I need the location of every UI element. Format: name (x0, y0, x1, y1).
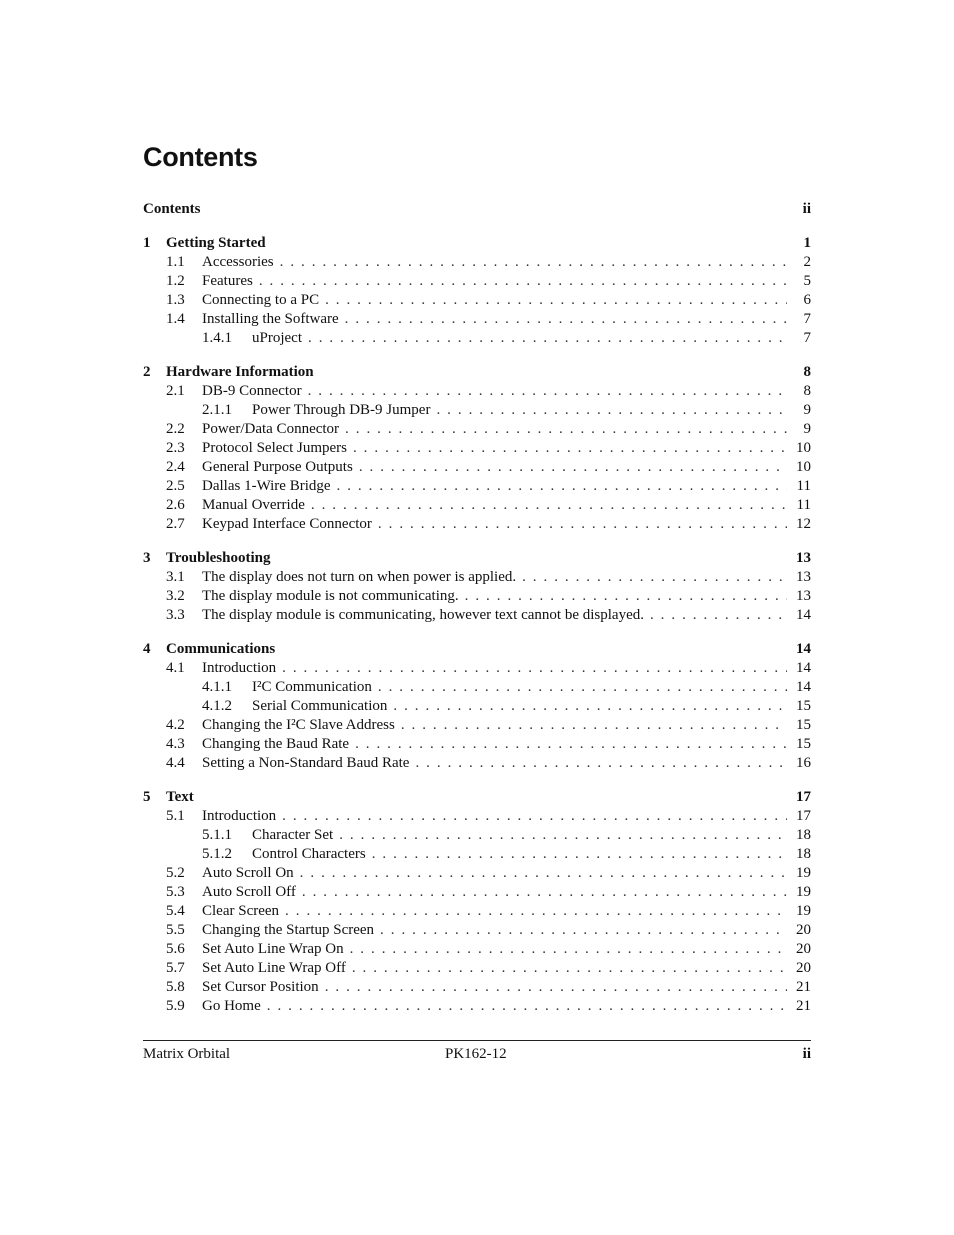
toc-section-title: Changing the Baud Rate (202, 736, 350, 752)
toc-section-page: 16 (796, 755, 811, 771)
toc-section-page: 10 (796, 440, 811, 456)
toc-chapter-entry[interactable] (143, 363, 811, 382)
toc-spacer (143, 219, 811, 234)
toc-section-entry[interactable] (143, 515, 811, 534)
toc-section-number: 5.6 (166, 941, 185, 957)
toc-section-title: Power/Data Connector (202, 421, 340, 437)
toc-chapter-entry[interactable] (143, 788, 811, 807)
toc-dot-leader (378, 515, 787, 534)
toc-dot-leader (282, 659, 787, 678)
footer-company: Matrix Orbital (143, 1046, 231, 1062)
toc-chapter-page: 14 (796, 641, 811, 657)
toc-dot-leader (325, 291, 787, 310)
toc-section-page: 21 (796, 979, 811, 995)
toc-section-number: 5.4 (166, 903, 185, 919)
toc-chapter-title: Troubleshooting (166, 550, 271, 566)
toc-dot-leader (339, 826, 787, 845)
toc-dot-leader (308, 382, 787, 401)
toc-section-page: 17 (796, 808, 811, 824)
toc-section-entry[interactable] (143, 496, 811, 515)
toc-section-title: Set Auto Line Wrap Off (202, 960, 346, 976)
toc-dot-leader (436, 401, 787, 420)
toc-section-number: 4.1.1 (202, 679, 232, 695)
toc-spacer (143, 773, 811, 788)
toc-section-title: Manual Override (202, 497, 305, 513)
toc-section-page: 21 (796, 998, 811, 1014)
toc-section-entry[interactable] (143, 678, 811, 697)
toc-section-page: 15 (796, 698, 811, 714)
toc-section-title: Auto Scroll Off (202, 884, 296, 900)
toc-section-number: 1.2 (166, 273, 185, 289)
toc-section-title: I²C Communication (252, 679, 372, 695)
toc-section-entry[interactable] (143, 716, 811, 735)
toc-section-page: 15 (796, 717, 811, 733)
toc-entry-title: Contents (143, 201, 201, 217)
toc-section-entry[interactable] (143, 845, 811, 864)
toc-entry-page: ii (802, 201, 811, 217)
toc-section-entry[interactable] (143, 754, 811, 773)
toc-section-entry[interactable] (143, 978, 811, 997)
toc-section-entry[interactable] (143, 826, 811, 845)
toc-section-entry[interactable] (143, 272, 811, 291)
toc-chapter-number: 4 (143, 641, 151, 657)
table-of-contents (143, 200, 811, 1016)
toc-dot-leader (650, 606, 787, 625)
toc-dot-leader (259, 272, 787, 291)
toc-section-entry[interactable] (143, 587, 811, 606)
toc-chapter-entry[interactable] (143, 549, 811, 568)
toc-section-number: 2.3 (166, 440, 185, 456)
toc-dot-leader (353, 439, 787, 458)
toc-dot-leader (302, 883, 787, 902)
toc-section-page: 18 (796, 827, 811, 843)
toc-dot-leader (372, 845, 787, 864)
toc-section-title: Setting a Non-Standard Baud Rate (202, 755, 410, 771)
toc-section-title: Clear Screen (202, 903, 280, 919)
toc-section-number: 5.1 (166, 808, 185, 824)
toc-section-title: Introduction (202, 660, 277, 676)
toc-section-entry[interactable] (143, 902, 811, 921)
toc-chapter-page: 13 (796, 550, 811, 566)
toc-section-title: uProject (252, 330, 302, 346)
toc-dot-leader (378, 678, 787, 697)
toc-section-entry[interactable] (143, 883, 811, 902)
toc-chapter-title: Getting Started (166, 235, 266, 251)
toc-section-title: Changing the I²C Slave Address (202, 717, 395, 733)
toc-dot-leader (280, 253, 787, 272)
toc-chapter-page: 1 (803, 235, 811, 251)
toc-section-number: 2.7 (166, 516, 185, 532)
toc-section-title: Features (202, 273, 253, 289)
page-title: Contents (143, 142, 258, 172)
toc-section-title: Protocol Select Jumpers (202, 440, 347, 456)
toc-dot-leader (355, 735, 787, 754)
toc-section-number: 2.4 (166, 459, 185, 475)
toc-section-page: 10 (796, 459, 811, 475)
toc-section-page: 6 (803, 292, 811, 308)
toc-section-number: 4.4 (166, 755, 185, 771)
toc-section-page: 19 (796, 865, 811, 881)
toc-dot-leader (522, 568, 787, 587)
toc-section-entry[interactable] (143, 458, 811, 477)
toc-section-title: Dallas 1-Wire Bridge (202, 478, 331, 494)
toc-chapter-number: 3 (143, 550, 151, 566)
toc-section-page: 19 (796, 884, 811, 900)
toc-dot-leader (282, 807, 787, 826)
toc-section-title: The display does not turn on when power is applied. (202, 569, 517, 585)
toc-section-page: 5 (803, 273, 811, 289)
toc-section-title: Set Cursor Position (202, 979, 319, 995)
toc-section-page: 14 (796, 607, 811, 623)
toc-dot-leader (345, 420, 787, 439)
toc-section-entry[interactable] (143, 864, 811, 883)
toc-section-entry[interactable] (143, 606, 811, 625)
toc-dot-leader (401, 716, 787, 735)
toc-section-page: 19 (796, 903, 811, 919)
toc-section-title: Changing the Startup Screen (202, 922, 375, 938)
toc-section-number: 5.1.2 (202, 846, 232, 862)
toc-section-page: 12 (796, 516, 811, 532)
toc-dot-leader (465, 587, 787, 606)
toc-section-number: 4.2 (166, 717, 185, 733)
toc-dot-leader (359, 458, 787, 477)
toc-contents-entry[interactable] (143, 200, 811, 219)
toc-section-entry[interactable] (143, 439, 811, 458)
toc-section-page: 8 (803, 383, 811, 399)
toc-section-title: General Purpose Outputs (202, 459, 353, 475)
toc-section-page: 11 (796, 478, 811, 494)
toc-section-page: 20 (796, 922, 811, 938)
toc-section-entry[interactable] (143, 997, 811, 1016)
toc-section-title: The display module is communicating, however text cannot be displayed. (202, 607, 644, 623)
toc-chapter-entry[interactable] (143, 640, 811, 659)
toc-spacer (143, 625, 811, 640)
toc-section-page: 7 (803, 311, 811, 327)
toc-section-title: Installing the Software (202, 311, 339, 327)
toc-section-title: Keypad Interface Connector (202, 516, 372, 532)
toc-section-number: 4.1 (166, 660, 185, 676)
toc-section-entry[interactable] (143, 401, 811, 420)
toc-section-entry[interactable] (143, 291, 811, 310)
toc-section-entry[interactable] (143, 807, 811, 826)
toc-section-number: 5.2 (166, 865, 185, 881)
toc-section-entry[interactable] (143, 310, 811, 329)
toc-dot-leader (285, 902, 787, 921)
toc-section-page: 14 (796, 660, 811, 676)
toc-section-number: 3.2 (166, 588, 185, 604)
toc-section-title: DB-9 Connector (202, 383, 302, 399)
toc-dot-leader (311, 496, 787, 515)
toc-section-page: 20 (796, 941, 811, 957)
toc-spacer (143, 348, 811, 363)
toc-section-number: 5.5 (166, 922, 185, 938)
toc-section-title: Control Characters (252, 846, 366, 862)
toc-section-number: 3.1 (166, 569, 185, 585)
toc-section-title: Introduction (202, 808, 277, 824)
toc-dot-leader (300, 864, 787, 883)
toc-section-title: The display module is not communicating. (202, 588, 459, 604)
toc-section-entry[interactable] (143, 382, 811, 401)
toc-section-page: 7 (803, 330, 811, 346)
toc-section-entry[interactable] (143, 697, 811, 716)
toc-section-entry[interactable] (143, 921, 811, 940)
toc-chapter-title: Text (166, 789, 194, 805)
toc-section-page: 13 (796, 588, 811, 604)
toc-section-number: 5.1.1 (202, 827, 232, 843)
toc-section-number: 2.6 (166, 497, 185, 513)
toc-section-title: Power Through DB-9 Jumper (252, 402, 431, 418)
toc-section-number: 1.3 (166, 292, 185, 308)
toc-section-entry[interactable] (143, 253, 811, 272)
toc-chapter-title: Communications (166, 641, 276, 657)
toc-chapter-page: 17 (796, 789, 811, 805)
toc-section-number: 1.4.1 (202, 330, 232, 346)
toc-section-page: 20 (796, 960, 811, 976)
toc-section-page: 13 (796, 569, 811, 585)
toc-dot-leader (415, 754, 787, 773)
toc-dot-leader (345, 310, 787, 329)
toc-section-entry[interactable] (143, 659, 811, 678)
toc-section-entry[interactable] (143, 735, 811, 754)
toc-dot-leader (352, 959, 787, 978)
toc-dot-leader (325, 978, 787, 997)
toc-spacer (143, 534, 811, 549)
toc-section-page: 2 (803, 254, 811, 270)
toc-section-page: 14 (796, 679, 811, 695)
toc-section-page: 15 (796, 736, 811, 752)
footer-model: PK162-12 (445, 1046, 507, 1062)
toc-section-number: 5.8 (166, 979, 185, 995)
toc-section-number: 3.3 (166, 607, 185, 623)
toc-section-title: Connecting to a PC (202, 292, 320, 308)
toc-section-entry[interactable] (143, 420, 811, 439)
toc-chapter-page: 8 (803, 364, 811, 380)
toc-section-page: 9 (803, 402, 811, 418)
toc-section-number: 1.4 (166, 311, 185, 327)
toc-section-entry[interactable] (143, 329, 811, 348)
toc-section-title: Accessories (202, 254, 274, 270)
toc-section-title: Set Auto Line Wrap On (202, 941, 344, 957)
toc-section-number: 2.1.1 (202, 402, 232, 418)
toc-section-page: 9 (803, 421, 811, 437)
toc-section-page: 18 (796, 846, 811, 862)
toc-section-entry[interactable] (143, 568, 811, 587)
toc-section-number: 4.3 (166, 736, 185, 752)
toc-chapter-number: 1 (143, 235, 151, 251)
footer-page-number: ii (802, 1046, 811, 1062)
toc-section-number: 5.9 (166, 998, 185, 1014)
toc-section-number: 5.7 (166, 960, 185, 976)
toc-section-number: 2.1 (166, 383, 185, 399)
toc-dot-leader (393, 697, 787, 716)
toc-section-number: 2.5 (166, 478, 185, 494)
toc-section-title: Auto Scroll On (202, 865, 294, 881)
toc-dot-leader (380, 921, 787, 940)
toc-section-number: 1.1 (166, 254, 185, 270)
toc-section-entry[interactable] (143, 940, 811, 959)
toc-section-entry[interactable] (143, 959, 811, 978)
toc-section-page: 11 (796, 497, 811, 513)
toc-chapter-number: 5 (143, 789, 151, 805)
toc-section-number: 4.1.2 (202, 698, 232, 714)
toc-chapter-title: Hardware Information (166, 364, 314, 380)
toc-section-title: Character Set (252, 827, 334, 843)
toc-dot-leader (267, 997, 787, 1016)
toc-section-number: 5.3 (166, 884, 185, 900)
toc-section-entry[interactable] (143, 477, 811, 496)
toc-section-title: Serial Communication (252, 698, 388, 714)
toc-chapter-number: 2 (143, 364, 151, 380)
toc-chapter-entry[interactable] (143, 234, 811, 253)
toc-dot-leader (308, 329, 787, 348)
toc-dot-leader (350, 940, 787, 959)
page-footer (143, 1040, 811, 1062)
toc-section-title: Go Home (202, 998, 261, 1014)
toc-section-number: 2.2 (166, 421, 185, 437)
toc-dot-leader (337, 477, 787, 496)
